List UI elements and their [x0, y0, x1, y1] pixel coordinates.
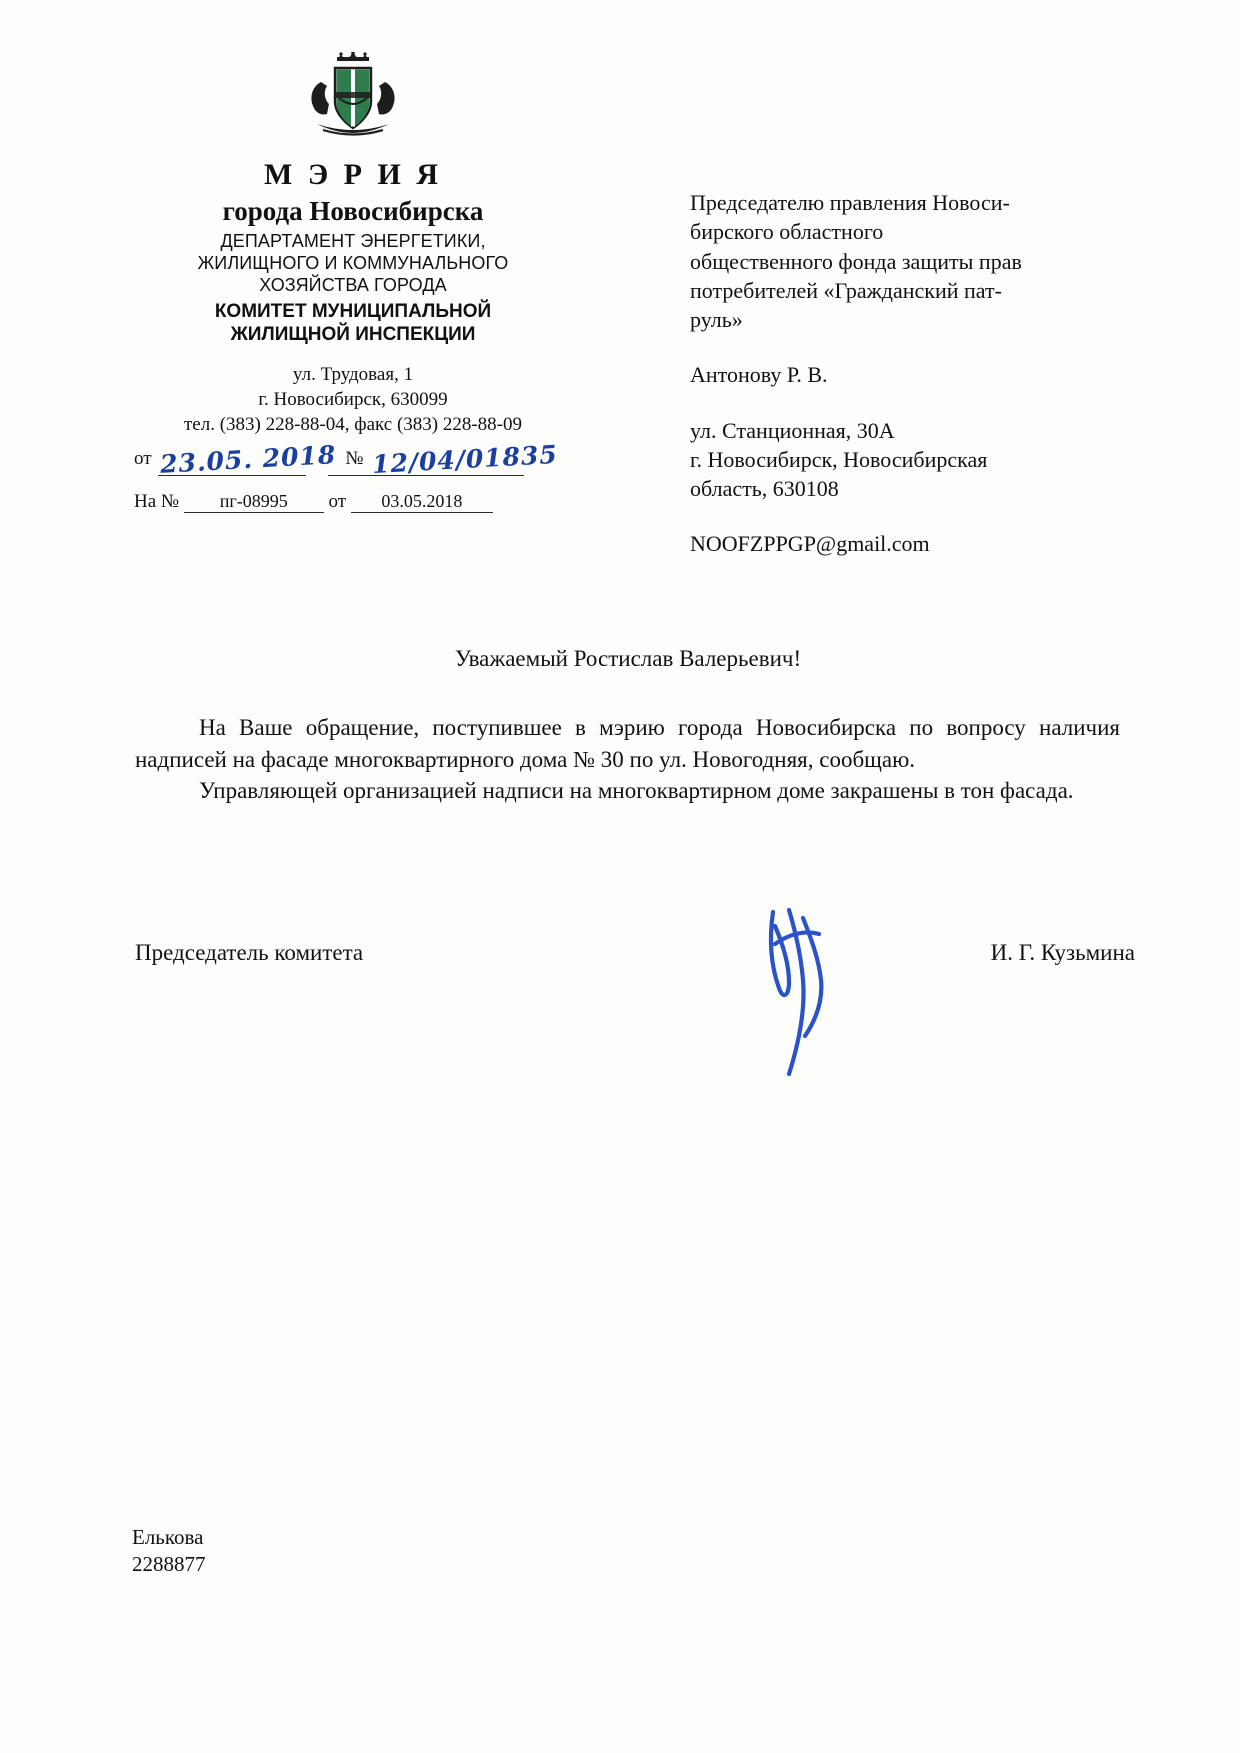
reply-date: 03.05.2018 [351, 492, 493, 513]
addressee-address [690, 416, 1130, 504]
reference-outgoing [128, 440, 578, 480]
org-committee-line-2: ЖИЛИЩНОЙ ИНСПЕКЦИИ [230, 324, 476, 346]
org-address [128, 362, 578, 437]
body-paragraph-2: Управляющей организацией надписи на многоквартирном доме закрашены в тон фасада. [199, 778, 1074, 804]
addressee-block [690, 188, 1130, 559]
addressee-line-4: потребителей «Гражданский пат- [690, 277, 1002, 303]
reply-number: пг-08995 [184, 492, 324, 513]
salutation: Уважаемый Ростислав Валерьевич! [454, 646, 802, 671]
signatory-name: И. Г. Кузьмина [990, 940, 1135, 965]
reference-date-rule [158, 475, 306, 476]
reference-number-label: № [345, 448, 364, 470]
executor-name: Елькова [132, 1525, 204, 1549]
addressee-line-3: общественного фонда защиты прав [690, 248, 1022, 274]
addressee-line-1: Председателю правления Новоси- [690, 190, 1010, 215]
executor-block [132, 1524, 206, 1578]
addressee-organization [690, 188, 1130, 334]
reference-from-date: 23.05. 2018 [159, 440, 338, 480]
addressee-address-line-2: г. Новосибирск, Новосибирская [690, 446, 988, 472]
addressee-name: Антонову Р. В. [690, 362, 828, 388]
reference-from-label: от [134, 448, 152, 470]
letter-body [135, 712, 1120, 807]
org-department-line-1: ДЕПАРТАМЕНТ ЭНЕРГЕТИКИ, [220, 231, 486, 251]
novosibirsk-coat-of-arms-icon [293, 52, 413, 148]
org-department-line-2: ЖИЛИЩНОГО И КОММУНАЛЬНОГО [197, 252, 509, 273]
reference-number-rule [328, 475, 524, 476]
org-committee-line-1: КОМИТЕТ МУНИЦИПАЛЬНОЙ [214, 300, 492, 322]
reference-number-value: 12/04/01835 [371, 440, 559, 480]
reference-incoming [128, 491, 578, 513]
executor-phone: 2288877 [132, 1551, 206, 1576]
addressee-email: NOOFZPPGP@gmail.com [690, 531, 930, 557]
org-address-street: ул. Трудовая, 1 [292, 364, 414, 386]
addressee-line-5: руль» [690, 307, 743, 332]
org-department-line-3: ХОЗЯЙСТВА ГОРОДА [259, 274, 447, 295]
letterhead [128, 52, 578, 513]
reply-label: На № [134, 491, 180, 513]
org-department [128, 231, 578, 297]
org-address-city: г. Новосибирск, 630099 [258, 389, 448, 411]
reply-date-label: от [328, 491, 347, 513]
addressee-line-2: бирского областного [690, 219, 884, 245]
org-committee [128, 300, 578, 346]
body-paragraph-1: На Ваше обращение, поступившее в мэрию города Новосибирска по вопросу наличия надписей на фасаде многоквартирного дома № 30 по ул. Новогодняя, сообщаю. [135, 715, 1120, 772]
addressee-address-line-1: ул. Станционная, 30А [690, 417, 895, 443]
signatory-position: Председатель комитета [135, 940, 364, 965]
handwritten-signature-icon [745, 904, 915, 1094]
org-city: города Новосибирска [222, 196, 484, 226]
org-title: М Э Р И Я [264, 158, 442, 191]
addressee-address-line-3: область, 630108 [690, 476, 839, 501]
org-address-phone: тел. (383) 228-88-04, факс (383) 228-88-09 [183, 414, 523, 436]
